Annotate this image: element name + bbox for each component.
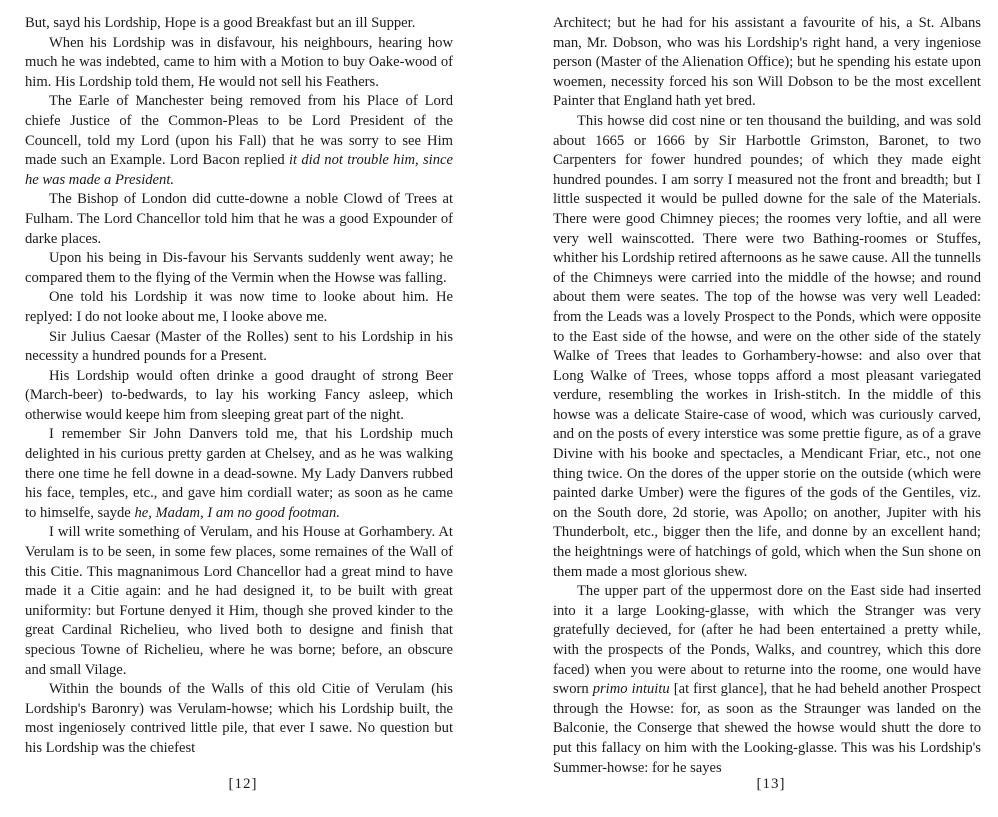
paragraph: When his Lordship was in disfavour, his neighbours, hearing how much he was indebted, came to him with a Motion to buy Oake-wood of him. His Lordship told them, He would not sell his Feathers. <box>25 34 453 90</box>
paragraph <box>553 582 981 778</box>
page-number: [13] <box>756 776 786 792</box>
paragraph: One told his Lordship it was now time to looke about him. He replyed: I do not looke about me, I looke above me. <box>25 289 453 325</box>
paragraph: Within the bounds of the Walls of this old Citie of Verulam (his Lordship's Baronry) was Verulam-howse; which his Lordship built, the most ingeniosely contrived little pile, that ever I sawe. No question but his Lordship was the chiefest <box>25 681 453 756</box>
page-number: [12] <box>228 776 258 792</box>
paragraph: Upon his being in Dis-favour his Servants suddenly went away; he compared them to the flying of the Vermin when the Howse was falling. <box>25 250 453 286</box>
italic-phrase: primo intuitu <box>592 681 670 698</box>
paragraph <box>25 92 453 190</box>
paragraph: Architect; but he had for his assistant a favourite of his, a St. Albans man, Mr. Dobson, who was his Lordship's right hand, a very ingeniose person (Master of the Alienation Office); but he spending his estate upon woemen, necessity forced his son Will Dobson to be the most excellent Painter that England hath yet bred. <box>553 15 981 110</box>
paragraph: I will write something of Verulam, and his House at Gorhambery. At Verulam is to be seen, in some few places, some remaines of the Wall of this Citie. This magnanimous Lord Chancellor had a great mind to have made it a Citie again: and he had designed it, to be built with great uniformity: but Fortune denyed it Him, though she proved kinder to the great Cardinal Richelieu, who lived both to designe and finish that specious Towne of Richelieu, where he was borne; before, an obscure and small Vilage. <box>25 524 453 678</box>
paragraph: The Bishop of London did cutte-downe a noble Clowd of Trees at Fulham. The Lord Chancellor told him that he was a good Expounder of darke places. <box>25 191 453 247</box>
paragraph: This howse did cost nine or ten thousand the building, and was sold about 1665 or 1666 by Sir Harbottle Grimston, Baronet, to two Carpenters for fower hundred poundes; of which they made eight hundred poundes. I am sorry I measured not the front and breadth; but I little suspected it would be pulled downe for the sale of the Materials. There were good Chimney pieces; the roomes very loftie, and all were very well wainscotted. There were two Bathing-roomes or Stuffes, whither his Lordship retired afternoons as he sawe cause. All the tunnells of the Chimneys were carried into the middle of the howse; and round about them were seates. The top of the howse was very well Leaded: from the Leads was a lovely Prospect to the Ponds, which were opposite to the East side of the howse, and were on the other side of the stately Walke of Trees that leades to Gorhambery-howse: and also over that Long Walke of Trees, whose topps afford a most pleasant variegated verdure, resembling the workes in Irish-stitch. In the middle of this howse was a delicate Staire-case of wood, which was curiously carved, and on the posts of every interstice was some prettie figure, as of a grave Divine with his booke and spectacles, a Mendicant Friar, etc., not one thing twice. On the dores of the upper storie on the outside (which were painted darke Umber) were the figures of the gods of the Gentiles, viz. on the South dore, 2d storie, was Apollo; on another, Jupiter with his Thunderbolt, etc., bigger then the life, and donne by an excellent hand; the heightnings were of hatchings of gold, which when the Sun shone on them made a most glorious shew. <box>553 112 981 580</box>
paragraph: His Lordship would often drinke a good draught of strong Beer (March-beer) to-bedwards, to lay his working Fancy asleep, which otherwise would keepe him from sleeping great part of the night. <box>25 367 453 423</box>
paragraph: But, sayd his Lordship, Hope is a good Breakfast but an ill Supper. <box>25 15 416 31</box>
paragraph <box>25 425 453 523</box>
left-page <box>25 14 453 759</box>
paragraph-text: The upper part of the uppermost dore on the East side had inserted into it a large Looking-glasse, with which the Stranger was very gratefully decieved, for (after he had been entertained a pretty while, with the prospects of the Ponds, Walks, and countrey, which this dore faced) when you were about to returne into the roome, one would have sworn <box>553 583 981 698</box>
paragraph-text: The Earle of Manchester being removed from his Place of Lord chiefe Justice of the Common-Pleas to be Lord President of the Councell, told my Lord (upon his Fall) that he was sorry to see Him made such an Example. Lord Bacon replied <box>25 93 453 169</box>
italic-quote: he, Madam, I am no good footman. <box>134 504 340 521</box>
paragraph-text: I remember Sir John Danvers told me, that his Lordship much delighted in his curious pretty garden at Chelsey, and as he was walking there one time he fell downe in a dead-sowne. My Lady Danvers rubbed his face, temples, etc., and gave him cordiall water; as soon as he came to himselfe, sayde <box>25 426 453 521</box>
paragraph-text: [at first glance], that he had beheld another Prospect through the Howse: for, as soon as the Straunger was landed on the Balconie, the Conserge that shewed the howse would shutt the dore to put this fallacy on him with the Looking-glasse. This was his Lordship's Summer-howse: for he sayes <box>553 681 982 776</box>
italic-quote: it did not trouble him, since he was made a President. <box>25 152 453 188</box>
right-page <box>553 14 981 778</box>
paragraph: Sir Julius Caesar (Master of the Rolles) sent to his Lordship in his necessity a hundred pounds for a Present. <box>25 328 453 365</box>
